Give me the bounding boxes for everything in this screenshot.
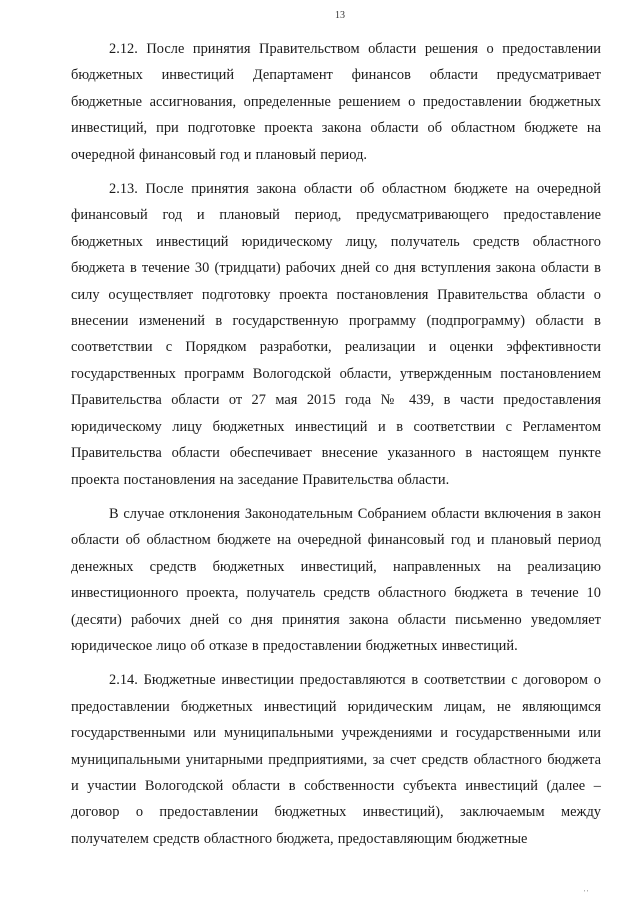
paragraph-2-13: 2.13. После принятия закона области об областном бюджете на очередной финансовый год и плановый период, предусматривающего предоставление бюджетных инвестиций юридическому лицу, получатель средств областного бюджета в течение 30 (тридцати) рабочих дней со дня вступления закона области в силу осуществляет подготовку проекта постановления Правительства области о внесении изменений в государственную программу (подпрограмму) области в соответствии с Порядком разработки, реализации и оценки эффективности государственных программ Вологодской области, утвержденным постановлением Правительства области от 27 мая 2015 года № 439, в части предоставления юридическому лицу бюджетных инвестиций и в соответствии с Регламентом Правительства области обеспечивает внесение указанного в настоящем пункте проекта постановления на заседание Правительства области. [71,181,601,488]
paragraph-2-12: 2.12. После принятия Правительством области решения о предоставлении бюджетных инвестиций Департамент финансов области предусматривает бюджетные ассигнования, определенные решением о предоставлении бюджетных инвестиций, при подготовке проекта закона области об областном бюджете на очередной финансовый год и плановый период. [71,41,601,163]
page-number: 13 [335,10,345,21]
paragraph-rejection-case: В случае отклонения Законодательным Собранием области включения в закон области об областном бюджете на очередной финансовый год и плановый период денежных средств бюджетных инвестиций, направленных на реализацию инвестиционного проекта, получатель средств областного бюджета в течение 10 (десяти) рабочих дней со дня принятия закона области письменно уведомляет юридическое лицо об отказе в предоставлении бюджетных инвестиций. [71,505,601,654]
paragraph-2-14: 2.14. Бюджетные инвестиции предоставляются в соответствии с договором о предоставлении бюджетных инвестиций юридическим лицам, не являющимся государственными или муниципальными учреждениями и государственными или муниципальными унитарными предприятиями, за счет средств областного бюджета и участии Вологодской области в собственности субъекта инвестиций (далее – договор о предоставлении бюджетных инвестиций), заключаемым между получателем средств областного бюджета, предоставляющим бюджетные [71,672,601,847]
document-body [71,36,601,852]
scan-mark: ' ' [583,889,588,897]
